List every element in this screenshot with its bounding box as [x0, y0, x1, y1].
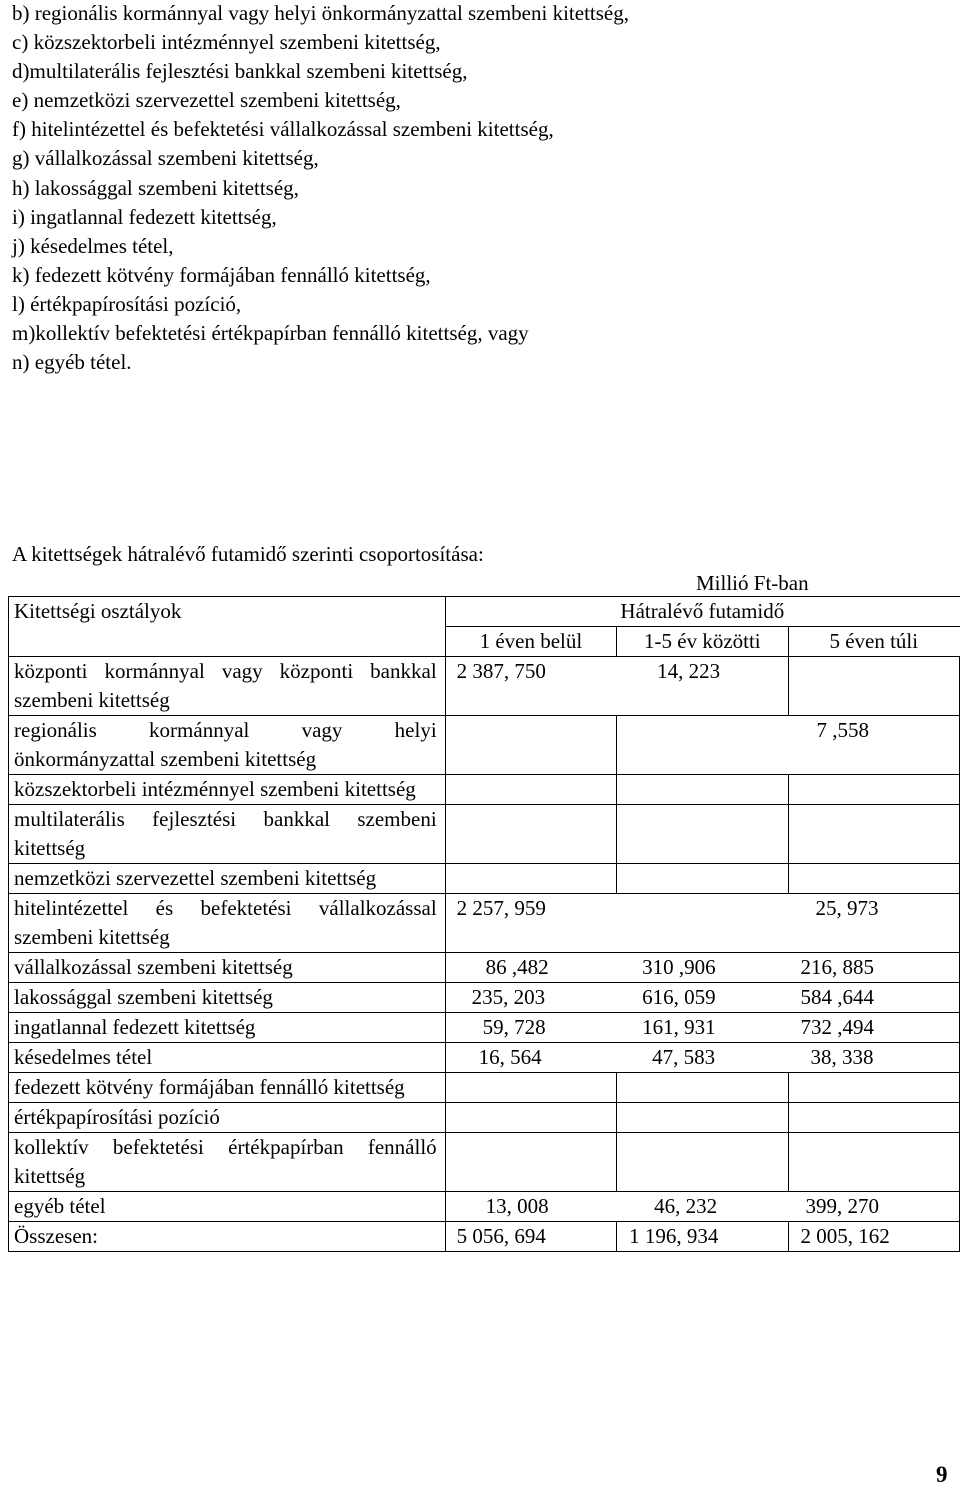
list-item: f) hitelintézettel és befektetési vállalkozással szembeni kitettség, [12, 117, 554, 142]
table-row [9, 894, 960, 953]
table-row [9, 1103, 960, 1133]
cell-value: 38, 338 [810, 1045, 874, 1069]
cell-value: 14, 223 [657, 659, 721, 683]
table-row [9, 1192, 960, 1222]
table-row [9, 1013, 960, 1043]
cell-value: 7 ,558 [816, 718, 870, 742]
table-row [9, 716, 960, 775]
table-caption: A kitettségek hátralévő futamidő szerinti csoportosítása: [12, 542, 484, 566]
row-label: lakossággal szembeni kitettség [9, 983, 446, 1013]
list-item: j) késedelmes tétel, [12, 233, 174, 258]
cell-value: 161, 931 [642, 1015, 716, 1039]
list-item: b) regionális kormánnyal vagy helyi önkormányzattal szembeni kitettség, [12, 1, 629, 25]
row-label: egyéb tétel [9, 1192, 446, 1222]
cell-value: 25, 973 [815, 896, 879, 920]
cell-value: 732 ,494 [800, 1015, 875, 1039]
table-row [9, 983, 960, 1013]
cell-value: 2 005, 162 [800, 1224, 890, 1248]
row-label: értékpapírosítási pozíció [9, 1103, 446, 1133]
row-label: hitelintézettel és befektetési vállalkozással szembeni kitettség [9, 894, 446, 953]
list-item: e) nemzetközi szervezettel szembeni kitettség, [12, 88, 401, 113]
list-item: n) egyéb tétel. [12, 350, 132, 375]
row-label: fedezett kötvény formájában fennálló kitettség [9, 1073, 446, 1103]
table-subheader-row [9, 627, 960, 657]
maturity-header: Hátralévő futamidő [445, 597, 959, 627]
list-item: h) lakossággal szembeni kitettség, [12, 175, 299, 200]
table-row [9, 775, 960, 805]
col-header-3: 5 éven túli [788, 627, 959, 657]
class-header-spacer [9, 627, 446, 657]
list-item: k) fedezett kötvény formájában fennálló kitettség, [12, 262, 431, 287]
cell-value: 59, 728 [482, 1015, 546, 1039]
cell-value: 16, 564 [478, 1045, 542, 1069]
class-header: Kitettségi osztályok [9, 597, 446, 627]
row-label: multilaterális fejlesztési bankkal szembeni kitettség [9, 805, 446, 864]
cell-value: 2 257, 959 [456, 896, 546, 920]
row-label: kollektív befektetési értékpapírban fennálló kitettség [9, 1133, 446, 1192]
list-item: g) vállalkozással szembeni kitettség, [12, 146, 319, 171]
row-label: Összesen: [9, 1222, 446, 1252]
table-row [9, 1073, 960, 1103]
cell-value: 13, 008 [485, 1194, 549, 1218]
exposure-class-list [12, 0, 629, 378]
table-header-row [9, 597, 960, 627]
list-item: d)multilaterális fejlesztési bankkal szembeni kitettség, [12, 59, 468, 84]
col-header-1: 1 éven belül [445, 627, 616, 657]
row-label: közszektorbeli intézménnyel szembeni kitettség [9, 775, 446, 805]
table-row [9, 864, 960, 894]
list-item: l) értékpapírosítási pozíció, [12, 291, 242, 316]
list-item: c) közszektorbeli intézménnyel szembeni kitettség, [12, 30, 441, 55]
table-row [9, 1133, 960, 1192]
cell-value: 584 ,644 [800, 985, 875, 1009]
table-row [9, 657, 960, 716]
row-label: központi kormánnyal vagy központi bankkal szembeni kitettség [9, 657, 446, 716]
exposure-maturity-table [8, 596, 960, 1252]
page-number: 9 [936, 1462, 948, 1487]
row-label: nemzetközi szervezettel szembeni kitettség [9, 864, 446, 894]
cell-value: 2 387, 750 [456, 659, 546, 683]
cell-value: 47, 583 [652, 1045, 716, 1069]
cell-value: 310 ,906 [642, 955, 716, 979]
row-label: ingatlannal fedezett kitettség [9, 1013, 446, 1043]
cell-value: 616, 059 [642, 985, 716, 1009]
cell-value: 46, 232 [654, 1194, 718, 1218]
cell-value: 86 ,482 [485, 955, 549, 979]
row-label: vállalkozással szembeni kitettség [9, 953, 446, 983]
row-label: regionális kormánnyal vagy helyi önkormányzattal szembeni kitettség [9, 716, 446, 775]
table-row [9, 953, 960, 983]
table-row [9, 805, 960, 864]
table-row [9, 1043, 960, 1073]
cell-value: 235, 203 [471, 985, 546, 1009]
table-row-total [9, 1222, 960, 1252]
list-item: m)kollektív befektetési értékpapírban fennálló kitettség, vagy [12, 321, 529, 346]
col-header-2: 1-5 év közötti [617, 627, 788, 657]
cell-value: 5 056, 694 [456, 1224, 546, 1248]
cell-value: 399, 270 [805, 1194, 880, 1218]
list-item: i) ingatlannal fedezett kitettség, [12, 204, 277, 229]
row-label: késedelmes tétel [9, 1043, 446, 1073]
cell-value: 216, 885 [800, 955, 875, 979]
unit-label: Millió Ft-ban [696, 571, 809, 595]
cell-value: 1 196, 934 [629, 1224, 719, 1248]
